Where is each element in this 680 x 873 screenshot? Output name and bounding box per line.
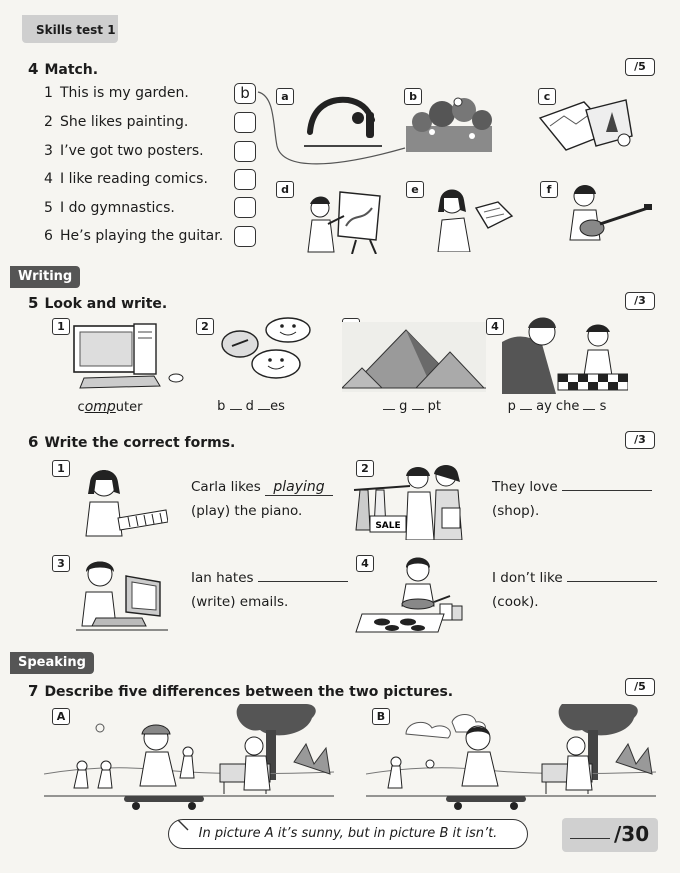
sentence-start: I don’t like	[492, 570, 563, 586]
q6-item-3-line1	[191, 570, 348, 586]
match-item-4	[44, 171, 208, 187]
word-part: es	[270, 399, 285, 414]
picture-b-label: B	[372, 708, 390, 725]
answer-box-3[interactable]	[234, 141, 256, 162]
item-num: 4	[44, 171, 53, 187]
park-picture-b	[366, 704, 656, 814]
q6-item-4-line1	[492, 570, 657, 586]
word-part: b	[217, 399, 226, 414]
computer-boy-picture	[76, 556, 168, 632]
sentence-start: They love	[492, 479, 558, 495]
q5-score: /3	[625, 292, 655, 310]
answer-blank-3[interactable]	[258, 581, 348, 582]
item-num: 3	[44, 143, 53, 159]
answer-blank-4[interactable]	[567, 581, 657, 582]
sentence-start: Carla likes	[191, 479, 261, 495]
word-fill: p	[106, 399, 116, 415]
blank[interactable]	[583, 409, 595, 410]
item-text: This is my garden.	[60, 85, 189, 101]
item-num: 1	[44, 85, 53, 101]
posters-picture	[536, 96, 636, 154]
q5-number: 5	[28, 294, 39, 312]
speech-tail-icon	[176, 818, 196, 832]
q6-item-2-line2: (shop).	[492, 503, 540, 519]
q7-score: /5	[625, 678, 655, 696]
answer-blank-1[interactable]: playing	[265, 479, 333, 496]
q6-score: /3	[625, 431, 655, 449]
computer-picture	[70, 320, 190, 392]
q4-score: /5	[625, 58, 655, 76]
pyramids-picture	[342, 322, 486, 392]
answer-box-4[interactable]	[234, 169, 256, 190]
item-text: I do gymnastics.	[60, 200, 175, 216]
cooking-picture	[352, 552, 472, 634]
q5-word-3	[352, 399, 472, 414]
chess-picture	[502, 314, 628, 394]
garden-picture	[402, 92, 496, 156]
item-text: I’ve got two posters.	[60, 143, 204, 159]
q5-word-1	[40, 399, 180, 415]
item-text: I like reading comics.	[60, 171, 208, 187]
q4-number: 4	[28, 60, 39, 78]
example-speech-bubble: In picture A it’s sunny, but in picture B it isn’t.	[168, 819, 528, 849]
total-blank[interactable]	[570, 838, 610, 839]
match-item-3	[44, 143, 204, 159]
label-c: c	[538, 88, 556, 105]
item-num: 2	[44, 114, 53, 130]
q6-item-3-line2: (write) emails.	[191, 594, 289, 610]
word-part: p	[507, 399, 516, 414]
answer-box-2[interactable]	[234, 112, 256, 133]
q6-item-2-line1	[492, 479, 652, 495]
label-d: d	[276, 181, 294, 198]
q5-label-1: 1	[52, 318, 70, 335]
q4-title-text: Match.	[44, 62, 99, 78]
word-part: uter	[115, 400, 143, 415]
blank[interactable]	[230, 409, 242, 410]
q4-title	[28, 60, 98, 78]
word-part: c	[77, 400, 85, 415]
park-picture-a	[44, 704, 334, 814]
q6-label-1: 1	[52, 460, 70, 477]
badges-picture	[214, 316, 324, 384]
blank[interactable]	[383, 409, 395, 410]
q5-word-2	[196, 399, 306, 414]
gymnast-picture	[298, 90, 388, 156]
painting-picture	[296, 182, 390, 254]
guitar-picture	[564, 180, 654, 250]
answer-box-6[interactable]	[234, 226, 256, 247]
q6-label-3: 3	[52, 555, 70, 572]
picture-a-label: A	[52, 708, 70, 725]
q6-item-4-line2: (cook).	[492, 594, 539, 610]
q5-word-4	[490, 399, 624, 414]
total-score-box	[562, 818, 658, 852]
label-f: f	[540, 181, 558, 198]
q6-item-1-line1	[191, 479, 333, 496]
writing-section-tag: Writing	[10, 266, 80, 288]
word-part: g	[399, 399, 408, 414]
label-b: b	[404, 88, 422, 105]
word-part: pt	[427, 399, 442, 414]
sentence-start: Ian hates	[191, 570, 254, 586]
q5-title	[28, 294, 167, 312]
answer-box-1[interactable]: b	[234, 83, 256, 104]
item-text: She likes painting.	[60, 114, 189, 130]
shopping-picture	[350, 460, 470, 540]
piano-girl-picture	[78, 464, 168, 540]
q6-label-4: 4	[356, 555, 374, 572]
item-num: 6	[44, 228, 53, 244]
match-item-2	[44, 114, 188, 130]
match-item-5	[44, 200, 175, 216]
word-part: d	[245, 399, 254, 414]
answer-box-5[interactable]	[234, 197, 256, 218]
q6-title	[28, 433, 235, 451]
section-header: Skills test 1	[22, 15, 118, 43]
item-num: 5	[44, 200, 53, 216]
q5-label-2: 2	[196, 318, 214, 335]
q6-number: 6	[28, 433, 39, 451]
item-text: He’s playing the guitar.	[60, 228, 224, 244]
blank[interactable]	[412, 409, 424, 410]
match-item-1	[44, 85, 189, 101]
label-a: a	[276, 88, 294, 105]
total-score: /30	[614, 822, 650, 846]
q6-item-1-line2: (play) the piano.	[191, 503, 303, 519]
word-part: ay che	[536, 399, 580, 414]
q7-number: 7	[28, 682, 39, 700]
q5-title-text: Look and write.	[44, 296, 168, 312]
match-item-6	[44, 228, 223, 244]
q6-title-text: Write the correct forms.	[44, 435, 236, 451]
q7-title-text: Describe five differences between the two pictures.	[44, 684, 454, 700]
q5-label-4: 4	[486, 318, 504, 335]
blank[interactable]	[258, 409, 270, 410]
answer-blank-2[interactable]	[562, 490, 652, 491]
word-fill: om	[84, 399, 107, 415]
word-part: s	[599, 399, 607, 414]
reading-comics-picture	[430, 182, 520, 252]
speaking-section-tag: Speaking	[10, 652, 94, 674]
sale-sign: SALE	[375, 521, 401, 531]
q7-title	[28, 682, 453, 700]
blank[interactable]	[520, 409, 532, 410]
q6-label-2: 2	[356, 460, 374, 477]
label-e: e	[406, 181, 424, 198]
